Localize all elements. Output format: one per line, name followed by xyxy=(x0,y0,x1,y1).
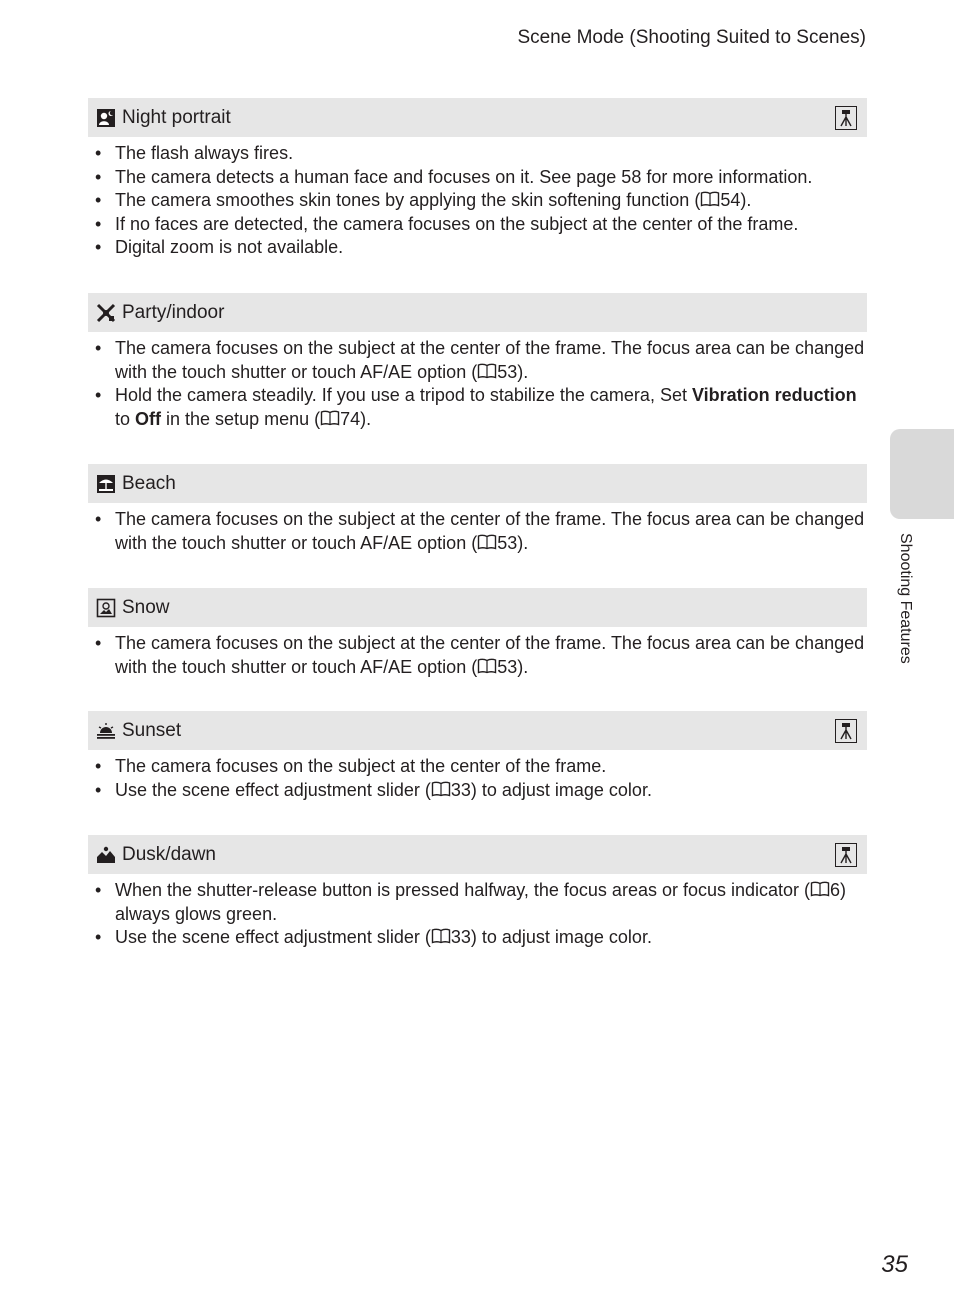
list-item xyxy=(88,166,867,190)
bold-text: Vibration reduction xyxy=(691,385,857,405)
list-item xyxy=(88,632,867,679)
section-beach xyxy=(88,464,867,555)
book-reference-icon xyxy=(810,881,830,897)
section-header xyxy=(88,293,867,332)
list-item xyxy=(88,384,867,431)
bullet-text: The camera focuses on the subject at the center of the frame. xyxy=(115,756,607,776)
bullet-text: 33) to adjust image color. xyxy=(450,927,652,947)
list-item xyxy=(88,879,867,926)
book-reference-icon xyxy=(477,363,497,379)
section-sunset xyxy=(88,711,867,802)
bullet-text: Hold the camera steadily. If you use a tripod to stabilize the camera, Set xyxy=(115,385,692,405)
bullet-text: in the setup menu ( xyxy=(161,408,321,429)
list-item xyxy=(88,508,867,555)
section-title: Party/indoor xyxy=(122,301,225,323)
section-header xyxy=(88,835,867,874)
list-item xyxy=(88,236,867,260)
bullet-text: 53). xyxy=(497,361,529,382)
list-item xyxy=(88,926,867,950)
section-title: Snow xyxy=(122,596,170,618)
bullet-text: 53). xyxy=(497,532,529,553)
bullet-list xyxy=(88,879,867,950)
list-item xyxy=(88,755,867,779)
bullet-text: 33) to adjust image color. xyxy=(450,779,652,800)
book-reference-icon xyxy=(431,928,451,944)
night-portrait-icon xyxy=(96,108,116,128)
bullet-text: Digital zoom is not available. xyxy=(115,237,344,257)
bullet-text: The camera detects a human face and focuses on it. See page 58 for more information. xyxy=(115,166,813,187)
section-header xyxy=(88,588,867,627)
bullet-text: Use the scene effect adjustment slider ( xyxy=(115,779,431,800)
bold-text: Off xyxy=(135,408,162,429)
dusk-dawn-icon xyxy=(96,845,116,865)
bullet-list xyxy=(88,337,867,431)
bullet-text: The camera focuses on the subject at the center of the frame. The focus area can be changed with the touch shutter or touch AF/AE option ( xyxy=(115,338,865,382)
tripod-icon xyxy=(835,843,857,867)
bullet-text: The flash always fires. xyxy=(115,143,294,163)
section-party-indoor xyxy=(88,293,867,431)
bullet-text: 74). xyxy=(340,408,372,429)
bullet-list xyxy=(88,755,867,802)
section-header xyxy=(88,98,867,137)
section-dusk-dawn xyxy=(88,835,867,950)
page-number: 35 xyxy=(881,1251,908,1278)
beach-icon xyxy=(96,474,116,494)
tripod-icon xyxy=(835,719,857,743)
bullet-text: If no faces are detected, the camera focuses on the subject at the center of the frame. xyxy=(115,213,799,234)
list-item xyxy=(88,213,867,237)
book-reference-icon xyxy=(477,658,497,674)
tripod-icon xyxy=(835,106,857,130)
section-title: Beach xyxy=(122,472,176,494)
bullet-text: to xyxy=(115,408,136,429)
bullet-list xyxy=(88,508,867,555)
list-item xyxy=(88,337,867,384)
bullet-list xyxy=(88,142,867,260)
book-reference-icon xyxy=(477,534,497,550)
list-item xyxy=(88,142,867,166)
section-header xyxy=(88,464,867,503)
bullet-text: 53). xyxy=(497,656,529,677)
bullet-text: The camera focuses on the subject at the center of the frame. The focus area can be changed with the touch shutter or touch AF/AE option ( xyxy=(115,633,865,677)
book-reference-icon xyxy=(431,781,451,797)
bullet-text: When the shutter-release button is pressed halfway, the focus areas or focus indicator ( xyxy=(115,880,811,900)
bullet-list xyxy=(88,632,867,679)
bullet-text: The camera focuses on the subject at the center of the frame. The focus area can be changed with the touch shutter or touch AF/AE option ( xyxy=(115,509,865,553)
section-night-portrait xyxy=(88,98,867,260)
bullet-text: 54). xyxy=(720,190,752,210)
side-tab xyxy=(890,429,954,519)
running-header: Scene Mode (Shooting Suited to Scenes) xyxy=(517,27,866,48)
list-item xyxy=(88,779,867,803)
party-indoor-icon xyxy=(96,303,116,323)
side-label: Shooting Features xyxy=(897,533,914,664)
bullet-text: The camera smoothes skin tones by applying the skin softening function ( xyxy=(115,190,701,210)
bullet-text: 6) always glows green. xyxy=(115,880,847,924)
bullet-text: Use the scene effect adjustment slider ( xyxy=(115,927,431,947)
book-reference-icon xyxy=(320,410,340,426)
book-reference-icon xyxy=(700,191,720,207)
section-title: Sunset xyxy=(122,719,182,741)
list-item xyxy=(88,189,867,213)
section-header xyxy=(88,711,867,750)
section-snow xyxy=(88,588,867,679)
sunset-icon xyxy=(96,721,116,741)
snow-icon xyxy=(96,598,116,618)
section-title: Dusk/dawn xyxy=(122,843,216,865)
section-title: Night portrait xyxy=(122,106,231,128)
